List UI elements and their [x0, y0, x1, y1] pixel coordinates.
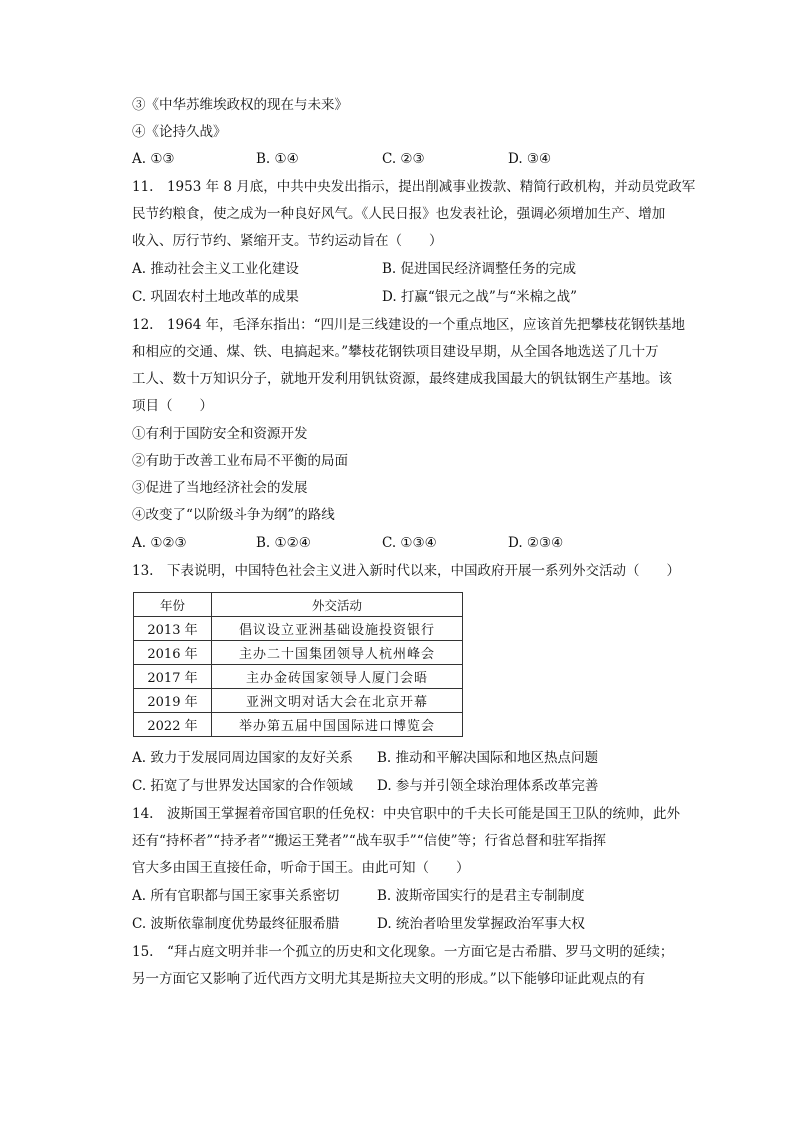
q10-option-c: C. ②③: [382, 151, 425, 167]
q12-item-4: ④改变了“以阶级斗争为纲”的路线: [132, 507, 335, 523]
table-cell-activity: 主办金砖国家领导人厦门会晤: [212, 665, 463, 689]
q14-stem-line-1: 14. 波斯国王掌握着帝国官职的任免权：中央官职中的千夫长可能是国王卫队的统帅，此外: [132, 806, 680, 822]
q11-option-d: D. 打赢“银元之战”与“米棉之战”: [382, 289, 578, 305]
q12-option-a: A. ①②③: [132, 535, 187, 551]
q11-option-a: A. 推动社会主义工业化建设: [132, 261, 299, 277]
q13-option-b: B. 推动和平解决国际和地区热点问题: [377, 750, 599, 766]
table-cell-activity: 主办二十国集团领导人杭州峰会: [212, 641, 463, 665]
q10-option-d: D. ③④: [508, 151, 552, 167]
q12-item-3: ③促进了当地经济社会的发展: [132, 480, 308, 496]
table-header-activity: 外交活动: [212, 593, 463, 617]
q15-stem-line-2: 另一方面它又影响了近代西方文明尤其是斯拉夫文明的形成。”以下能够印证此观点的有: [132, 971, 646, 987]
q14-option-b: B. 波斯帝国实行的是君主专制制度: [377, 888, 585, 904]
table-header-year: 年份: [134, 593, 212, 617]
q14-stem-line-2: 还有“持杯者”“持矛者”“搬运王凳者”“战车驭手”“信使”等；行省总督和驻军指挥: [132, 833, 607, 849]
table-cell-year: 2016 年: [134, 641, 212, 665]
q12-option-d: D. ②③④: [508, 535, 564, 551]
table-row: [134, 689, 463, 713]
table-cell-activity: 倡议设立亚洲基础设施投资银行: [212, 617, 463, 641]
q10-option-b: B. ①④: [256, 151, 299, 167]
table-header-row: [134, 593, 463, 617]
q14-stem-line-3: 官大多由国王直接任命，听命于国王。由此可知（ ）: [132, 860, 470, 876]
q14-option-a: A. 所有官职都与国王家事关系密切: [132, 888, 340, 904]
table-row: [134, 713, 463, 737]
diplomacy-table: [133, 592, 463, 737]
table-cell-year: 2022 年: [134, 713, 212, 737]
q11-option-b: B. 促进国民经济调整任务的完成: [382, 261, 577, 277]
q10-item-4: ④《论持久战》: [132, 124, 227, 140]
q12-option-c: C. ①③④: [382, 535, 437, 551]
q13-option-d: D. 参与并引领全球治理体系改革完善: [377, 778, 599, 794]
table-cell-year: 2013 年: [134, 617, 212, 641]
q12-option-b: B. ①②④: [256, 535, 311, 551]
q14-option-d: D. 统治者哈里发掌握政治军事大权: [377, 916, 585, 932]
q12-stem-line-3: 工人、数十万知识分子，就地开发利用钒钛资源，最终建成我国最大的钒钛钢生产基地。该: [132, 371, 672, 387]
q15-stem-line-1: 15. “拜占庭文明并非一个孤立的历史和文化现象。一方面它是古希腊、罗马文明的延续；: [132, 944, 674, 960]
q10-option-a: A. ①③: [132, 151, 175, 167]
q12-item-1: ①有利于国防安全和资源开发: [132, 426, 308, 442]
q14-option-c: C. 波斯依靠制度优势最终征服希腊: [132, 916, 340, 932]
q12-stem-line-1: 12. 1964 年，毛泽东指出：“四川是三线建设的一个重点地区，应该首先把攀枝花钢铁基地: [132, 317, 686, 333]
q12-stem-line-2: 和相应的交通、煤、铁、电搞起来。”攀枝花钢铁项目建设早期，从全国各地选送了几十万: [132, 344, 659, 360]
q12-stem-line-4: 项目（ ）: [132, 398, 213, 414]
q11-stem-line-1: 11. 1953 年 8 月底，中共中央发出指示，提出削减事业拨款、精简行政机构，并动员党政军: [132, 179, 696, 195]
table-cell-activity: 亚洲文明对话大会在北京开幕: [212, 689, 463, 713]
q13-stem: 13. 下表说明，中国特色社会主义进入新时代以来，中国政府开展一系列外交活动（ ）: [132, 563, 680, 579]
table-cell-year: 2019 年: [134, 689, 212, 713]
q11-option-c: C. 巩固农村土地改革的成果: [132, 289, 299, 305]
table-row: [134, 617, 463, 641]
table-row: [134, 641, 463, 665]
q13-option-c: C. 拓宽了与世界发达国家的合作领域: [132, 778, 353, 794]
table-cell-activity: 举办第五届中国国际进口博览会: [212, 713, 463, 737]
table-row: [134, 665, 463, 689]
q11-stem-line-3: 收入、厉行节约、紧缩开支。节约运动旨在（ ）: [132, 233, 443, 249]
q13-option-a: A. 致力于发展同周边国家的友好关系: [132, 750, 353, 766]
q10-item-3: ③《中华苏维埃政权的现在与未来》: [132, 97, 348, 113]
table-cell-year: 2017 年: [134, 665, 212, 689]
q12-item-2: ②有助于改善工业布局不平衡的局面: [132, 453, 348, 469]
q11-stem-line-2: 民节约粮食，使之成为一种良好风气。《人民日报》也发表社论，强调必须增加生产、增加: [132, 206, 666, 222]
